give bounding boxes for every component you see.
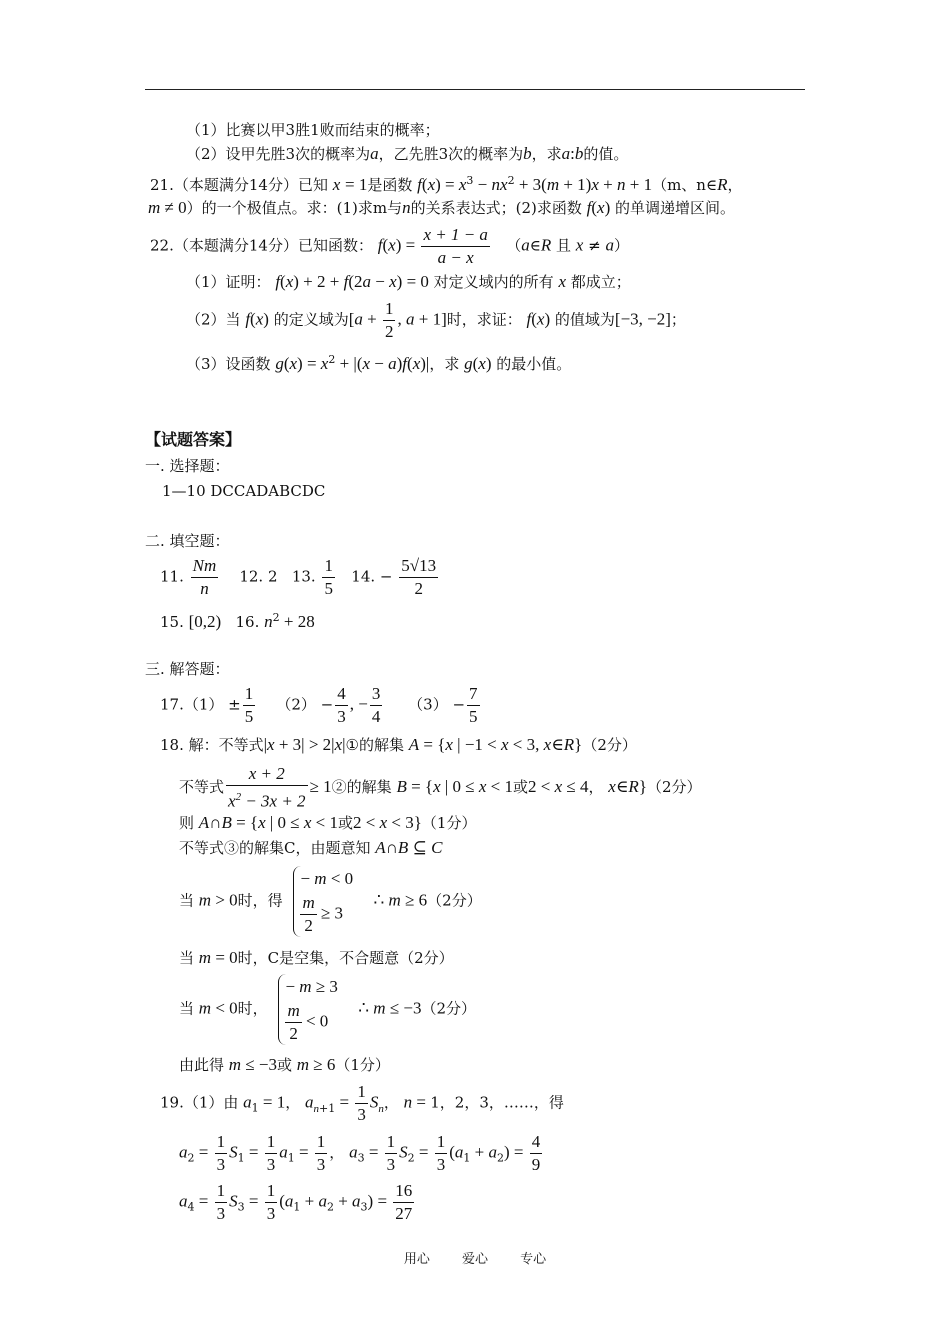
q22-head: 22.（本题满分14分）已知函数： f(x) = $\frac{x + 1 - a}{a - x}$ （a∈R 且 x ≠ a） [150, 225, 629, 267]
footer-word-1: 用心 [403, 1252, 430, 1267]
q19-line3: $a_4$ = $\frac{1}{3}$ $S_3$ = $\frac{1}{3}$ $(a_1 + a_2 + a_3)$ = $\frac{16}{27}$ [179, 1181, 413, 1223]
q18-line6: 当 m = 0时，C是空集，不合题意（2分） [179, 948, 454, 967]
answers-title: 【试题答案】 [145, 430, 242, 449]
q20-part1: （1）比赛以甲3胜1败而结束的概率； [186, 121, 440, 139]
q19-line2: $a_2$ = $\frac{1}{3}$ $S_1$ = $\frac{1}{3}$ $a_1$ = $\frac{1}{3}$ ， $a_3$ = $\frac{1}{3}$ $S_2$ = $\frac{1}{3}$ $(a_1 + a_2)$ = $\frac{4}{9}$ [179, 1132, 541, 1174]
section1-answers: 1—10 DCCADABCDC [162, 482, 326, 500]
q18-line7: 当 m < 0时， − m ≥ 3 $\frac{m}{2}$ < 0 ∴ m ≤ −3（2分） [179, 974, 476, 1045]
q18-line3: 则 A∩B = {x | 0 ≤ x < 1或2 < x < 3}（1分） [179, 813, 477, 832]
q18-line8: 由此得 m ≤ −3或 m ≥ 6（1分） [179, 1055, 390, 1074]
page-footer [0, 1248, 950, 1267]
q22-part1: （1）证明： f(x) + 2 + f(2a − x) = 0 对定义域内的所有 x 都成立； [186, 272, 631, 291]
section3-head: 三. 解答题： [145, 660, 230, 678]
q18-line2: 不等式 $\frac{x + 2}{x^2 - 3x + 2}$ ≥ 1②的解集 B = {x | 0 ≤ x < 1或2 < x ≤ 4， x∈R}（2分） [179, 764, 702, 811]
q21-line2: m ≠ 0）的一个极值点。求：(1)求m与n的关系表达式；(2)求函数 f(x) 的单调递增区间。 [148, 198, 736, 217]
footer-word-2: 爱心 [461, 1252, 488, 1267]
q22-fraction: $\frac{x + 1 - a}{a - x}$ [423, 225, 488, 267]
q21-line1: 21.（本题满分14分）已知 x = 1是函数 $f(x) = x^3 - nx^2 + 3(m + 1)x + n + 1(m$、n∈R， [150, 174, 743, 194]
q18-system2: − m ≥ 3 $\frac{m}{2}$ < 0 [278, 974, 337, 1045]
q18-line4: 不等式③的解集C，由题意知 A∩B ⊆ C [179, 838, 443, 857]
q18-line5: 当 m > 0时，得 − m < 0 $\frac{m}{2}$ ≥ 3 ∴ m ≥ 6（2分） [179, 866, 482, 937]
fill-answers-row1: 11. $\frac{Nm}{n}$ 12. 2 13. $\frac{1}{5}$ 14. − $\frac{5√13}{2}$ [160, 556, 437, 598]
fill-answers-row2: 15. [0,2) 16. $n^2 + 28$ [160, 611, 315, 631]
q19-line1: 19.（1）由 $a_1 = 1$， $a_{n+1}$ = $\frac{1}{3}$ $S_n$， n = 1，2，3，……，得 [160, 1082, 564, 1124]
footer-word-3: 专心 [520, 1252, 547, 1267]
answer17: 17.（1） ± $\frac{1}{5}$ （2） − $\frac{4}{3}$ , − $\frac{3}{4}$ （3） − $\frac{7}{5}$ [160, 684, 478, 726]
q20-part2: （2）设甲先胜3次的概率为a，乙先胜3次的概率为b，求a:b的值。 [186, 144, 629, 163]
q18-line1: 18. 解：不等式|x + 3| > 2|x|①的解集 A = {x | −1 < x < 3, x∈R}（2分） [160, 735, 637, 754]
section1-head: 一. 选择题： [145, 457, 230, 475]
q18-system1: − m < 0 $\frac{m}{2}$ ≥ 3 [293, 866, 353, 937]
q22-part2: （2）当 f(x) 的定义域为[a + $\frac{1}{2}$ , a + 1]时，求证： f(x) 的值域为[−3, −2]； [186, 299, 686, 341]
section2-head: 二. 填空题： [145, 532, 230, 550]
header-rule [145, 89, 805, 90]
q22-part3: （3）设函数 $g(x) = x^2 + |(x - a)f(x)|$，求 g(x) 的最小值。 [186, 353, 572, 373]
